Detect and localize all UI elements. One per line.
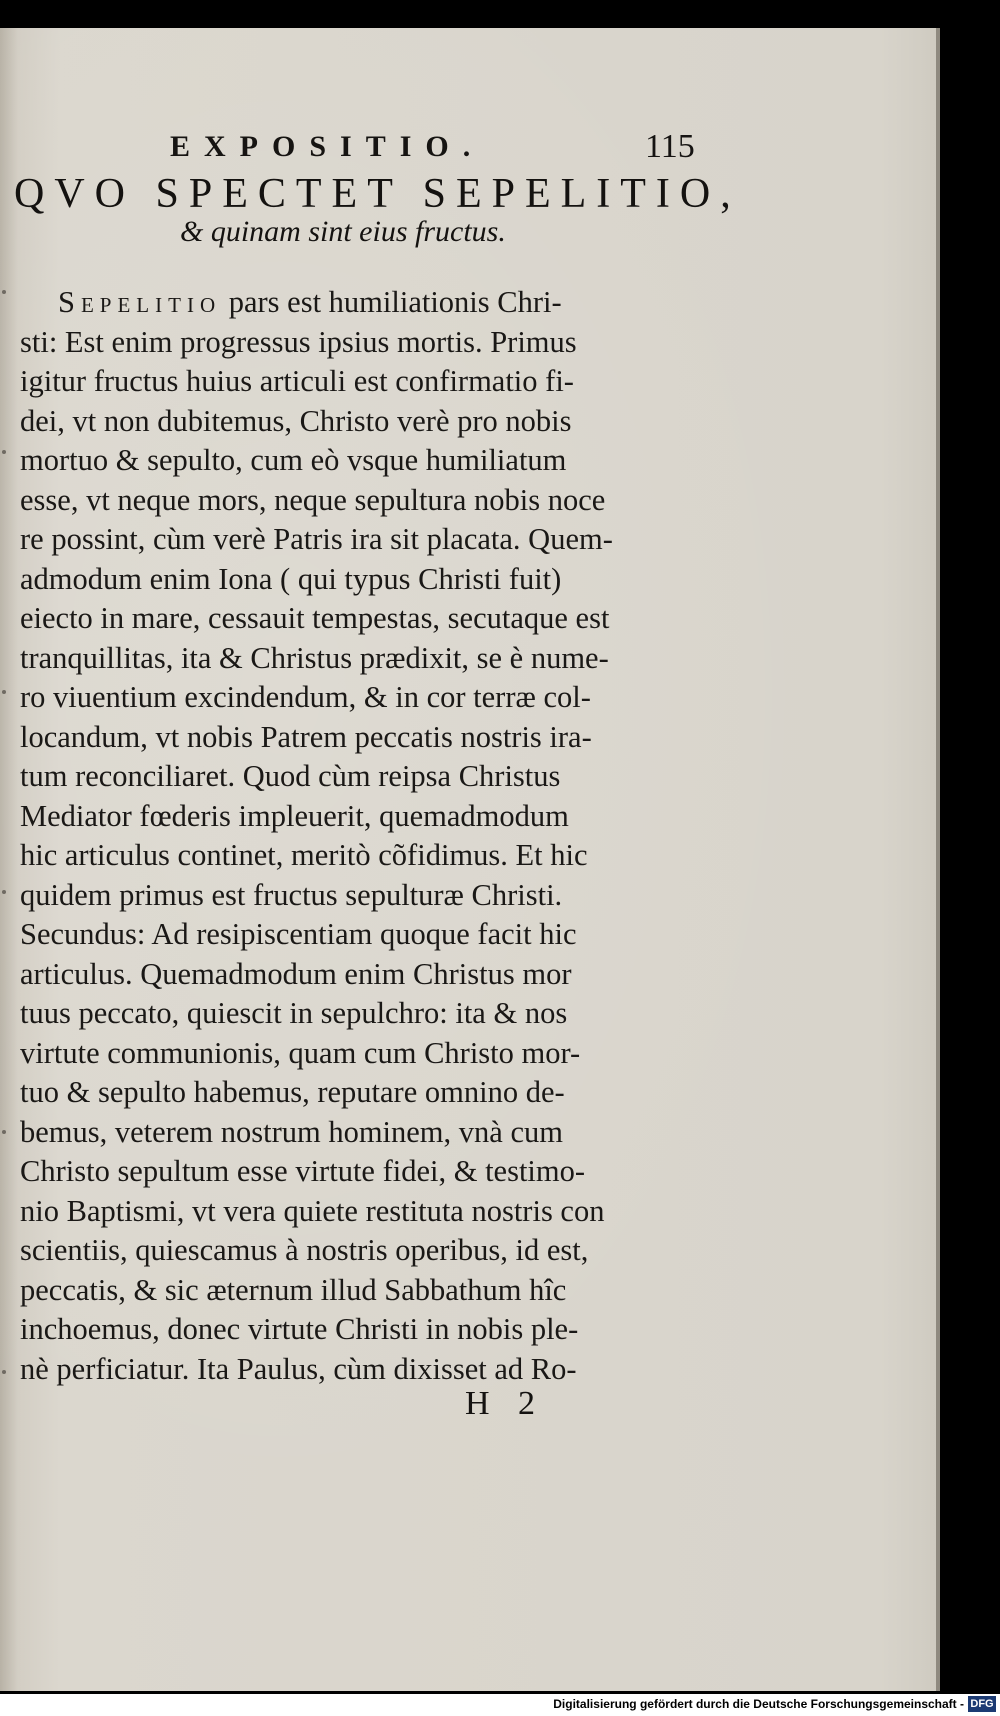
page-header [0,130,936,170]
text-line: tum reconciliaret. Quod cùm reipsa Christus [20,759,561,793]
text-line: peccatis, & sic æternum illud Sabbathum hîc [20,1272,567,1307]
text-line: Christo sepultum esse virtute fidei, & testimo- [20,1154,586,1188]
text-line: tuus peccato, quiescit in sepulchro: ita & nos [20,996,568,1030]
text-line: bemus, veterem nostrum hominem, vnà cum [20,1114,563,1149]
text-line: mortuo & sepulto, cum eò vsque humiliatum [20,443,567,477]
page-edge [936,28,940,1691]
text-line: sti: Est enim progressus ipsius mortis. Primus [20,324,577,359]
lead-word: Sepelitio [58,285,222,319]
footer-bar [0,1694,1000,1716]
text-line: dei, vt non dubitemus, Christo verè pro nobis [20,403,572,438]
margin-marks [2,290,8,1390]
text-line: virtute communionis, quam cum Christo mor- [20,1035,581,1070]
text-line: tranquillitas, ita & Christus prædixit, se è nume- [20,640,609,675]
text-line: inchoemus, donec virtute Christi in nobis ple- [20,1312,579,1346]
text-line: quidem primus est fructus sepulturæ Christi. [20,877,563,912]
text-line: nè perficiatur. Ita Paulus, cùm dixisset ad Ro- [20,1351,577,1386]
running-title: EXPOSITIO. [170,130,485,163]
dfg-logo: DFG [968,1696,996,1712]
text-line: esse, vt neque mors, neque sepultura nobis noce [20,482,606,517]
body-text [20,283,695,1389]
text-line: hic articulus continet, meritò cõfidimus. Et hic [20,838,588,872]
text-line: eiecto in mare, cessauit tempestas, secutaque est [20,601,610,635]
text-line: igitur fructus huius articuli est confirmatio fi- [20,364,574,398]
footer-credit: Digitalisierung gefördert durch die Deutsche Forschungsgemeinschaft - [553,1697,964,1711]
section-heading: QVO SPECTET SEPELITIO, [14,171,741,217]
text-line: ro viuentium excindendum, & in cor terræ col- [20,680,591,714]
text-line: Mediator fœderis impleuerit, quemadmodum [20,798,569,833]
text-line: tuo & sepulto habemus, reputare omnino de- [20,1075,565,1109]
text-line: Secundus: Ad resipiscentiam quoque facit hic [20,917,577,951]
text-line: locandum, vt nobis Patrem peccatis nostris ira- [20,719,592,754]
page-number: 115 [645,128,695,165]
signature-mark: H 2 [465,1385,546,1422]
text-line: admodum enim Iona ( qui typus Christi fuit) [20,561,562,596]
text-line: nio Baptismi, vt vera quiete restituta nostris con [20,1193,605,1228]
text-line: Sepelitio pars est humiliationis Chri- [58,285,562,319]
text-line: re possint, cùm verè Patris ira sit placata. Quem- [20,522,613,556]
text-line: articulus. Quemadmodum enim Christus mor [20,956,572,991]
section-subheading: & quinam sint eius fructus. [180,215,506,248]
text-line: scientiis, quiescamus à nostris operibus, id est, [20,1233,589,1267]
